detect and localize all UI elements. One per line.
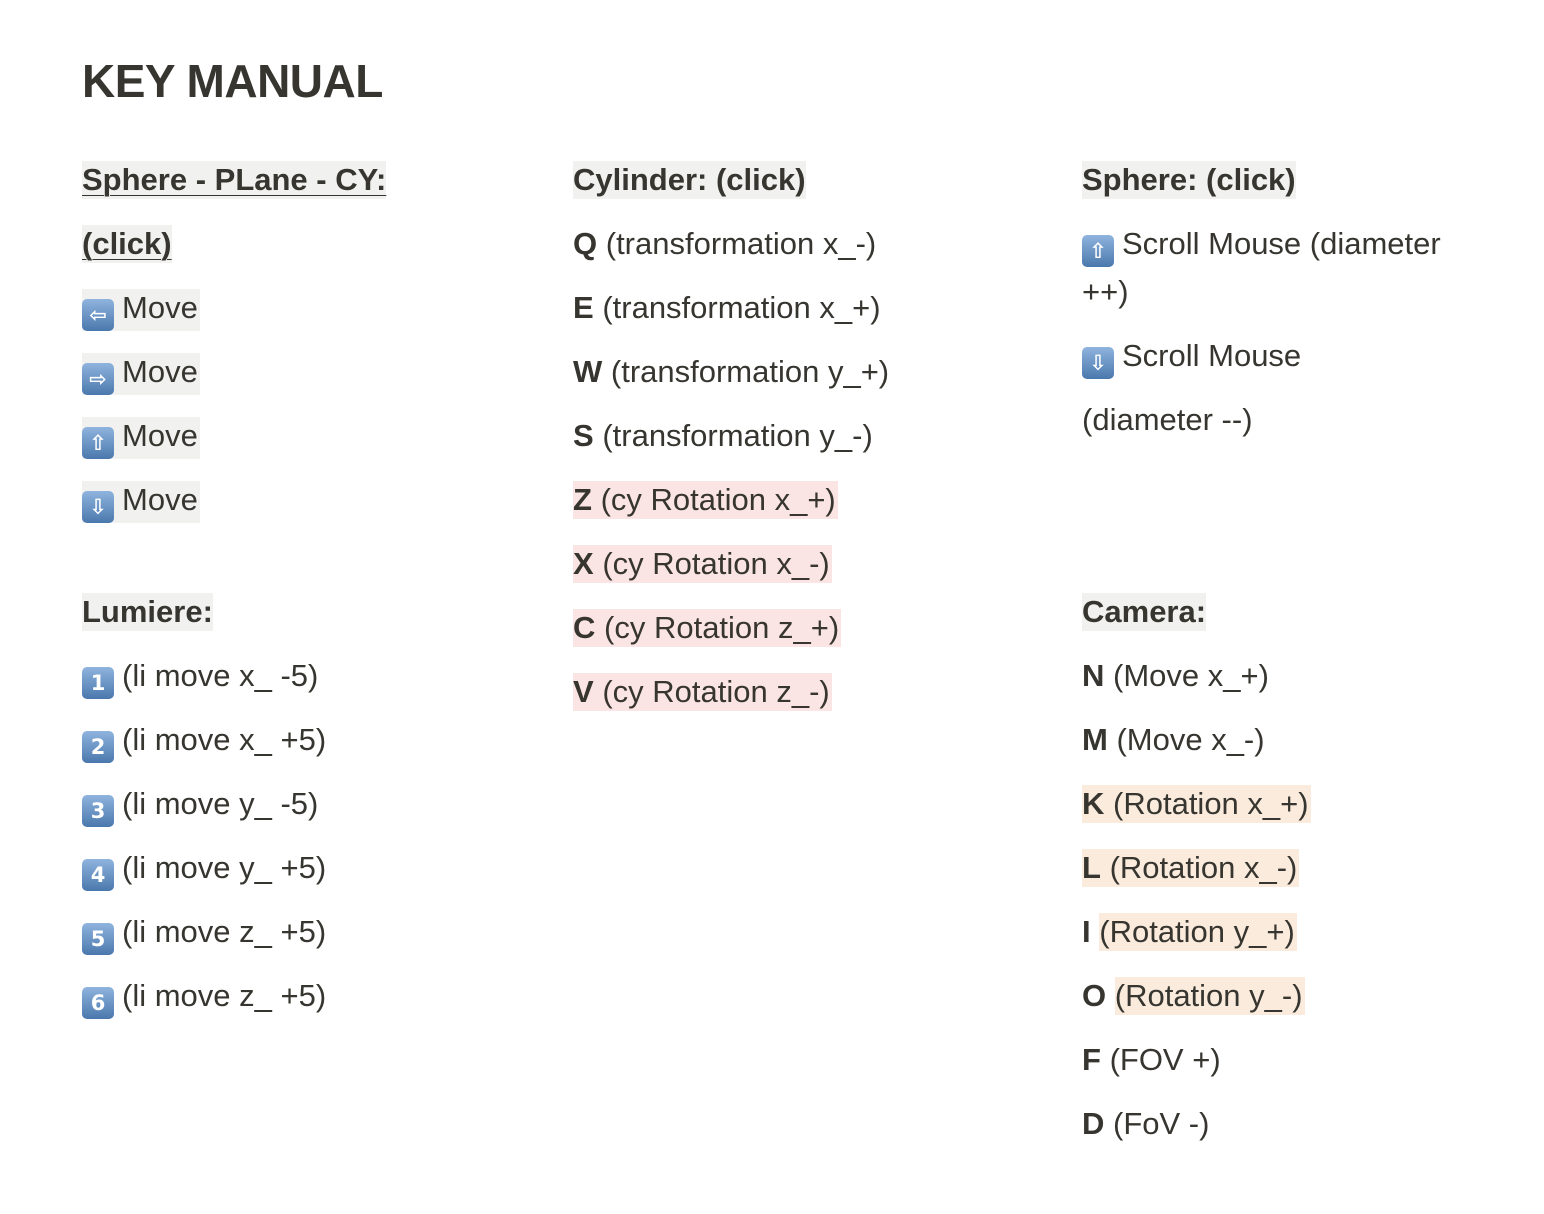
section-lumiere [82,588,326,1036]
item-label: (li move z_ +5) [122,978,327,1013]
key-label: K [1082,786,1105,821]
list-item [82,348,386,396]
list-item [82,844,326,892]
item-label: (li move z_ +5) [122,914,327,949]
section-heading: Camera: [1082,594,1207,629]
keycap-1-icon: 1 [82,667,114,699]
list-item [573,668,889,716]
list-item [573,540,889,588]
key-description: (transformation y_+) [610,354,890,389]
key-label: N [1082,658,1105,693]
list-item [573,604,889,652]
left-arrow-icon: ⇦ [82,299,114,331]
list-item [573,412,889,460]
key-description: (cy Rotation z_-) [602,674,830,709]
section-cylinder [573,156,889,732]
key-description: (cy Rotation x_-) [602,546,830,581]
key-label: M [1082,722,1108,757]
item-label: Move [122,290,198,325]
key-description: (transformation y_-) [602,418,873,453]
key-description: (Rotation y_-) [1114,978,1303,1013]
key-label: S [573,418,594,453]
key-description: (Rotation x_+) [1113,786,1309,821]
list-item [1082,908,1311,956]
up-arrow-icon: ⇧ [82,427,114,459]
list-item-continuation: (diameter --) [1082,402,1253,437]
list-item [1082,1036,1311,1084]
list-item [1082,972,1311,1020]
key-description: (Move x_-) [1116,722,1265,757]
key-label: V [573,674,594,709]
key-label: X [573,546,594,581]
item-label: (li move y_ +5) [122,850,327,885]
list-item [1082,652,1311,700]
list-item [1082,716,1311,764]
key-label: I [1082,914,1091,949]
key-label: W [573,354,603,389]
section-heading: Sphere - PLane - CY: [82,162,387,197]
key-label: D [1082,1106,1105,1141]
key-description: (FoV -) [1113,1106,1210,1141]
keycap-5-icon: 5 [82,923,114,955]
keycap-2-icon: 2 [82,731,114,763]
key-description: (Rotation y_+) [1099,914,1295,949]
key-description: (Rotation x_-) [1109,850,1298,885]
item-label: (li move x_ -5) [122,658,319,693]
list-item [573,284,889,332]
right-arrow-icon: ⇨ [82,363,114,395]
list-item [1082,844,1311,892]
list-item [82,716,326,764]
section-camera [1082,588,1311,1164]
item-label: (li move x_ +5) [122,722,327,757]
key-label: L [1082,850,1101,885]
keycap-3-icon: 3 [82,795,114,827]
down-arrow-icon: ⇩ [1082,347,1114,379]
up-arrow-icon: ⇧ [1082,235,1114,267]
section-sphere-plane-cy [82,156,386,540]
keycap-6-icon: 6 [82,987,114,1019]
item-label: Scroll Mouse (diameter ++) [1082,226,1441,309]
item-label: Scroll Mouse [1122,338,1302,373]
list-item [1082,220,1472,316]
key-description: (transformation x_-) [605,226,877,261]
section-heading: Lumiere: [82,594,213,629]
item-label: Move [122,354,198,389]
list-item [573,476,889,524]
key-description: (cy Rotation x_+) [600,482,836,517]
section-heading: Cylinder: (click) [573,162,806,197]
list-item [82,284,386,332]
list-item [82,780,326,828]
key-label: C [573,610,596,645]
section-heading: Sphere: (click) [1082,162,1296,197]
item-label: Move [122,418,198,453]
key-label: Z [573,482,592,517]
list-item [1082,332,1472,380]
list-item [82,652,326,700]
list-item [573,348,889,396]
key-description: (cy Rotation z_+) [604,610,840,645]
list-item [1082,780,1311,828]
section-heading-cont: (click) [82,226,172,261]
list-item [573,220,889,268]
section-sphere [1082,156,1472,460]
item-label: (li move y_ -5) [122,786,319,821]
page-title: KEY MANUAL [82,55,383,107]
key-label: Q [573,226,598,261]
list-item [82,908,326,956]
item-label: Move [122,482,198,517]
list-item [82,412,386,460]
list-item [82,972,326,1020]
key-label: F [1082,1042,1101,1077]
list-item [1082,1100,1311,1148]
down-arrow-icon: ⇩ [82,491,114,523]
key-description: (transformation x_+) [602,290,881,325]
key-description: (FOV +) [1109,1042,1221,1077]
list-item [82,476,386,524]
key-label: O [1082,978,1107,1013]
key-label: E [573,290,594,325]
keycap-4-icon: 4 [82,859,114,891]
key-description: (Move x_+) [1113,658,1269,693]
